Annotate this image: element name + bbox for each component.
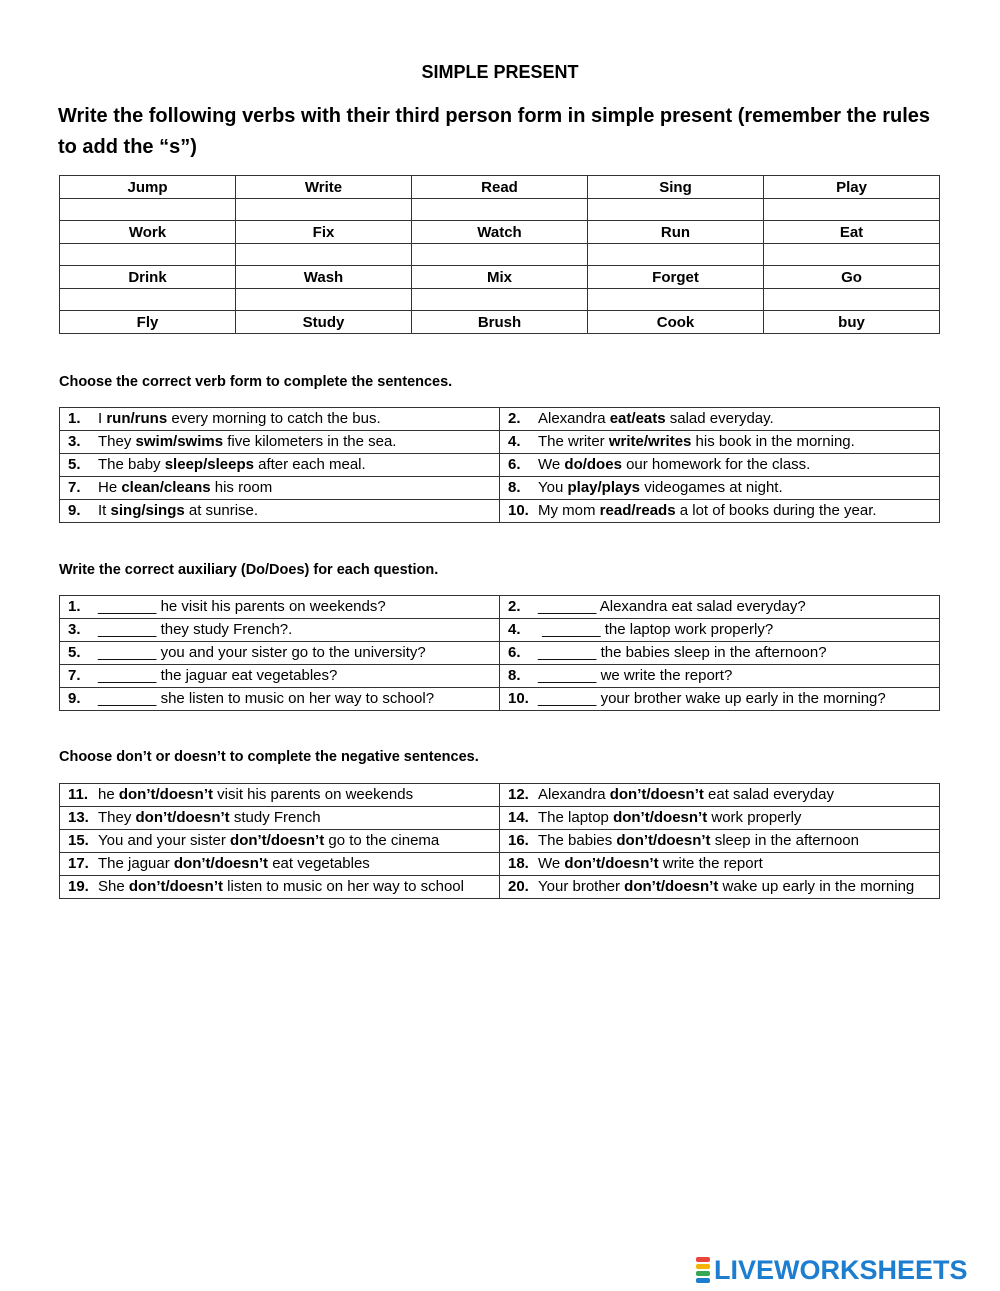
answer-row: [60, 199, 940, 221]
sentence-text: [98, 500, 258, 522]
sentence-pre: I: [98, 410, 107, 427]
question-cell[interactable]: [60, 642, 500, 665]
question-text: _______ you and your sister go to the university?: [98, 644, 426, 661]
sentence-post: go to the cinema: [324, 832, 440, 849]
sentence-pre: We: [538, 855, 565, 872]
sentence-pre: They: [98, 809, 136, 826]
liveworksheets-logo: [696, 1254, 968, 1286]
sentence-cell: [500, 477, 940, 500]
item-number: 6.: [508, 456, 521, 473]
item-number: 10.: [508, 690, 529, 707]
item-number: 5.: [68, 644, 81, 661]
verb-cell: Fly: [60, 311, 236, 334]
sentence-cell: [60, 876, 500, 899]
item-number: 3.: [68, 621, 81, 638]
sentence-text: [98, 807, 483, 829]
verb-choice[interactable]: read/reads: [599, 502, 676, 519]
question-cell[interactable]: [60, 619, 500, 642]
verb-row: [60, 176, 940, 199]
answer-cell[interactable]: [588, 244, 764, 266]
sentence-pre: The writer: [538, 433, 609, 450]
verb-cell: Drink: [60, 266, 236, 289]
verb-row: [60, 221, 940, 244]
logo-mark-v: [696, 1271, 710, 1276]
sentence-text: [98, 477, 272, 499]
sentence-cell: [60, 830, 500, 853]
verb-choice[interactable]: do/does: [564, 456, 622, 473]
sentence-post: after each meal.: [253, 456, 366, 473]
verb-cell: Study: [236, 311, 412, 334]
question-cell[interactable]: [500, 619, 940, 642]
logo-text: LIVEWORKSHEETS: [714, 1254, 968, 1285]
question-cell[interactable]: [60, 688, 500, 711]
sentence-row: [60, 408, 940, 431]
question-cell[interactable]: [500, 642, 940, 665]
answer-cell[interactable]: [588, 289, 764, 311]
item-number: 8.: [508, 667, 521, 684]
sentence-pre: You and your sister: [98, 832, 231, 849]
item-number: 12.: [508, 786, 529, 803]
sentence-post: work properly: [707, 809, 802, 826]
verb-choice[interactable]: sleep/sleeps: [164, 456, 254, 473]
sentence-cell: [500, 853, 940, 876]
item-number: 7.: [68, 479, 81, 496]
item-number: 2.: [508, 410, 521, 427]
question-cell[interactable]: [60, 665, 500, 688]
sentence-pre: You: [538, 479, 568, 496]
verb-choice[interactable]: don’t/doesn’t: [118, 786, 214, 803]
verb-row: [60, 266, 940, 289]
sentence-post: listen to music on her way to school: [223, 878, 464, 895]
verb-choice[interactable]: don’t/doesn’t: [135, 809, 230, 826]
sentence-row: [60, 807, 940, 830]
answer-cell[interactable]: [60, 289, 236, 311]
item-number: 11.: [68, 786, 89, 803]
section1-table: [59, 407, 940, 523]
sentence-row: [60, 853, 940, 876]
question-text: _______ they study French?.: [98, 621, 293, 638]
sentence-post: videogames at night.: [640, 479, 783, 496]
sentence-row: [60, 876, 940, 899]
sentence-text: [98, 431, 396, 453]
sentence-pre: Your brother: [538, 878, 625, 895]
question-cell[interactable]: [500, 665, 940, 688]
sentence-post: wake up early in the morning: [718, 878, 915, 895]
sentence-cell: [500, 830, 940, 853]
verb-cell: Play: [764, 176, 940, 199]
verb-cell: Read: [412, 176, 588, 199]
section3-table: [59, 783, 940, 899]
question-row: [60, 642, 940, 665]
sentence-post: at sunrise.: [184, 502, 259, 519]
sentence-cell: [500, 500, 940, 523]
verb-cell: Run: [588, 221, 764, 244]
sentence-text: [538, 830, 923, 852]
item-number: 13.: [68, 809, 89, 826]
logo-mark-e: [696, 1278, 710, 1283]
sentence-post: write the report: [658, 855, 763, 872]
sentence-text: [98, 853, 483, 875]
sentence-text: [538, 500, 877, 522]
item-number: 17.: [68, 855, 89, 872]
verb-choice[interactable]: don’t/doesn’t: [230, 832, 325, 849]
section3-heading: Choose don’t or doesn’t to complete the negative sentences.: [59, 749, 479, 765]
logo-mark-i: [696, 1264, 710, 1269]
question-text: _______ the laptop work properly?: [538, 621, 774, 638]
sentence-pre: My mom: [538, 502, 600, 519]
item-number: 10.: [508, 502, 529, 519]
item-number: 1.: [68, 598, 81, 615]
answer-cell[interactable]: [764, 289, 940, 311]
verb-cell: Forget: [588, 266, 764, 289]
section2-table: [59, 595, 940, 711]
sentence-pre: She: [98, 878, 129, 895]
verb-choice[interactable]: write/writes: [608, 433, 692, 450]
sentence-cell: [60, 408, 500, 431]
question-row: [60, 665, 940, 688]
item-number: 14.: [508, 809, 529, 826]
verb-cell: Go: [764, 266, 940, 289]
question-row: [60, 596, 940, 619]
verb-cell: Wash: [236, 266, 412, 289]
question-text: _______ we write the report?: [538, 667, 733, 684]
instruction: Write the following verbs with their third person form in simple present (remember the rules to add the “s”): [58, 105, 931, 158]
item-number: 1.: [68, 410, 81, 427]
sentence-cell: [60, 784, 500, 807]
sentence-cell: [60, 853, 500, 876]
sentence-cell: [500, 408, 940, 431]
question-row: [60, 619, 940, 642]
question-text: _______ the babies sleep in the afternoon?: [538, 644, 827, 661]
verb-choice[interactable]: run/runs: [106, 410, 168, 427]
verb-cell: Fix: [236, 221, 412, 244]
question-text: _______ he visit his parents on weekends?: [98, 598, 386, 615]
sentence-post: his room: [210, 479, 273, 496]
sentence-text: [538, 431, 855, 453]
item-number: 5.: [68, 456, 81, 473]
page-title: SIMPLE PRESENT: [421, 62, 579, 82]
sentence-post: eat salad everyday: [703, 786, 834, 803]
sentence-text: [98, 454, 366, 476]
sentence-post: a lot of books during the year.: [675, 502, 877, 519]
verb-cell: Mix: [412, 266, 588, 289]
sentence-text: [538, 807, 923, 829]
sentence-pre: It: [98, 502, 111, 519]
sentence-post: eat vegetables: [268, 855, 370, 872]
sentence-text: [538, 853, 923, 875]
verb-cell: Write: [236, 176, 412, 199]
sentence-pre: Alexandra: [538, 410, 610, 427]
verb-choice[interactable]: swim/swims: [135, 433, 224, 450]
sentence-pre: We: [538, 456, 565, 473]
verb-cell: Jump: [60, 176, 236, 199]
verb-choice[interactable]: don’t/doesn’t: [616, 832, 711, 849]
answer-cell[interactable]: [236, 199, 412, 221]
answer-cell[interactable]: [412, 199, 588, 221]
question-text: _______ she listen to music on her way to school?: [98, 690, 435, 707]
sentence-cell: [500, 454, 940, 477]
sentence-pre: Alexandra: [538, 786, 610, 803]
verb-cell: buy: [764, 311, 940, 334]
sentence-text: [538, 876, 923, 898]
section1-heading: Choose the correct verb form to complete the sentences.: [59, 374, 453, 390]
sentence-post: every morning to catch the bus.: [167, 410, 381, 427]
item-number: 20.: [508, 878, 529, 895]
verb-row: [60, 311, 940, 334]
sentence-text: [98, 784, 483, 806]
answer-cell[interactable]: [236, 289, 412, 311]
item-number: 19.: [68, 878, 89, 895]
answer-row: [60, 244, 940, 266]
answer-cell[interactable]: [588, 199, 764, 221]
answer-cell[interactable]: [764, 199, 940, 221]
sentence-post: salad everyday.: [665, 410, 774, 427]
item-number: 16.: [508, 832, 529, 849]
sentence-row: [60, 477, 940, 500]
sentence-post: study French: [229, 809, 321, 826]
sentence-text: [538, 784, 923, 806]
item-number: 8.: [508, 479, 521, 496]
question-text: _______ Alexandra eat salad everyday?: [538, 598, 806, 615]
item-number: 15.: [68, 832, 89, 849]
sentence-post: sleep in the afternoon: [710, 832, 859, 849]
sentence-row: [60, 830, 940, 853]
sentence-pre: They: [98, 433, 136, 450]
item-number: 18.: [508, 855, 529, 872]
item-number: 6.: [508, 644, 521, 661]
verb-choice[interactable]: clean/cleans: [121, 479, 211, 496]
answer-row: [60, 289, 940, 311]
sentence-pre: The babies: [538, 832, 617, 849]
item-number: 3.: [68, 433, 81, 450]
sentence-row: [60, 500, 940, 523]
logo-mark-l: [696, 1257, 710, 1262]
verb-cell: Eat: [764, 221, 940, 244]
sentence-row: [60, 431, 940, 454]
question-cell[interactable]: [500, 596, 940, 619]
verb-cell: Cook: [588, 311, 764, 334]
verb-choice[interactable]: don’t/doesn’t: [564, 855, 659, 872]
item-number: 9.: [68, 502, 81, 519]
answer-cell[interactable]: [412, 244, 588, 266]
sentence-cell: [60, 454, 500, 477]
answer-cell[interactable]: [236, 244, 412, 266]
verb-choice[interactable]: don’t/doesn’t: [624, 878, 719, 895]
question-cell[interactable]: [60, 596, 500, 619]
sentence-cell: [60, 500, 500, 523]
question-cell[interactable]: [500, 688, 940, 711]
verb-choice[interactable]: play/plays: [567, 479, 641, 496]
sentence-post: visit his parents on weekends: [213, 786, 414, 803]
verb-choice[interactable]: don’t/doesn’t: [173, 855, 269, 872]
sentence-post: our homework for the class.: [621, 456, 811, 473]
sentence-pre: he: [98, 786, 119, 803]
verb-choice[interactable]: don’t/doesn’t: [613, 809, 708, 826]
item-number: 2.: [508, 598, 521, 615]
sentence-cell: [60, 477, 500, 500]
question-text: _______ your brother wake up early in the morning?: [538, 690, 886, 707]
verbs-table: [59, 175, 940, 334]
verb-choice[interactable]: don’t/doesn’t: [609, 786, 704, 803]
sentence-row: [60, 784, 940, 807]
question-text: _______ the jaguar eat vegetables?: [98, 667, 338, 684]
logo-icon: [696, 1256, 710, 1284]
sentence-cell: [500, 807, 940, 830]
sentence-row: [60, 454, 940, 477]
verb-cell: Work: [60, 221, 236, 244]
sentence-pre: The jaguar: [98, 855, 174, 872]
verb-choice[interactable]: eat/eats: [609, 410, 666, 427]
sentence-text: [98, 408, 381, 430]
item-number: 4.: [508, 433, 521, 450]
section2-heading: Write the correct auxiliary (Do/Does) for each question.: [59, 562, 439, 578]
answer-cell[interactable]: [764, 244, 940, 266]
sentence-cell: [500, 431, 940, 454]
item-number: 9.: [68, 690, 81, 707]
sentence-text: [538, 408, 774, 430]
sentence-cell: [60, 807, 500, 830]
sentence-text: [98, 830, 483, 852]
question-row: [60, 688, 940, 711]
sentence-pre: The laptop: [538, 809, 614, 826]
answer-cell[interactable]: [412, 289, 588, 311]
verb-cell: Sing: [588, 176, 764, 199]
sentence-post: his book in the morning.: [691, 433, 855, 450]
sentence-cell: [500, 876, 940, 899]
item-number: 4.: [508, 621, 521, 638]
sentence-text: [538, 477, 783, 499]
sentence-text: [98, 876, 483, 898]
item-number: 7.: [68, 667, 81, 684]
sentence-pre: He: [98, 479, 122, 496]
answer-cell[interactable]: [60, 199, 236, 221]
verb-cell: Watch: [412, 221, 588, 244]
sentence-post: five kilometers in the sea.: [223, 433, 397, 450]
sentence-cell: [60, 431, 500, 454]
verb-choice[interactable]: don’t/doesn’t: [128, 878, 224, 895]
sentence-cell: [500, 784, 940, 807]
verb-cell: Brush: [412, 311, 588, 334]
answer-cell[interactable]: [60, 244, 236, 266]
sentence-pre: The baby: [98, 456, 165, 473]
verb-choice[interactable]: sing/sings: [110, 502, 185, 519]
sentence-text: [538, 454, 810, 476]
